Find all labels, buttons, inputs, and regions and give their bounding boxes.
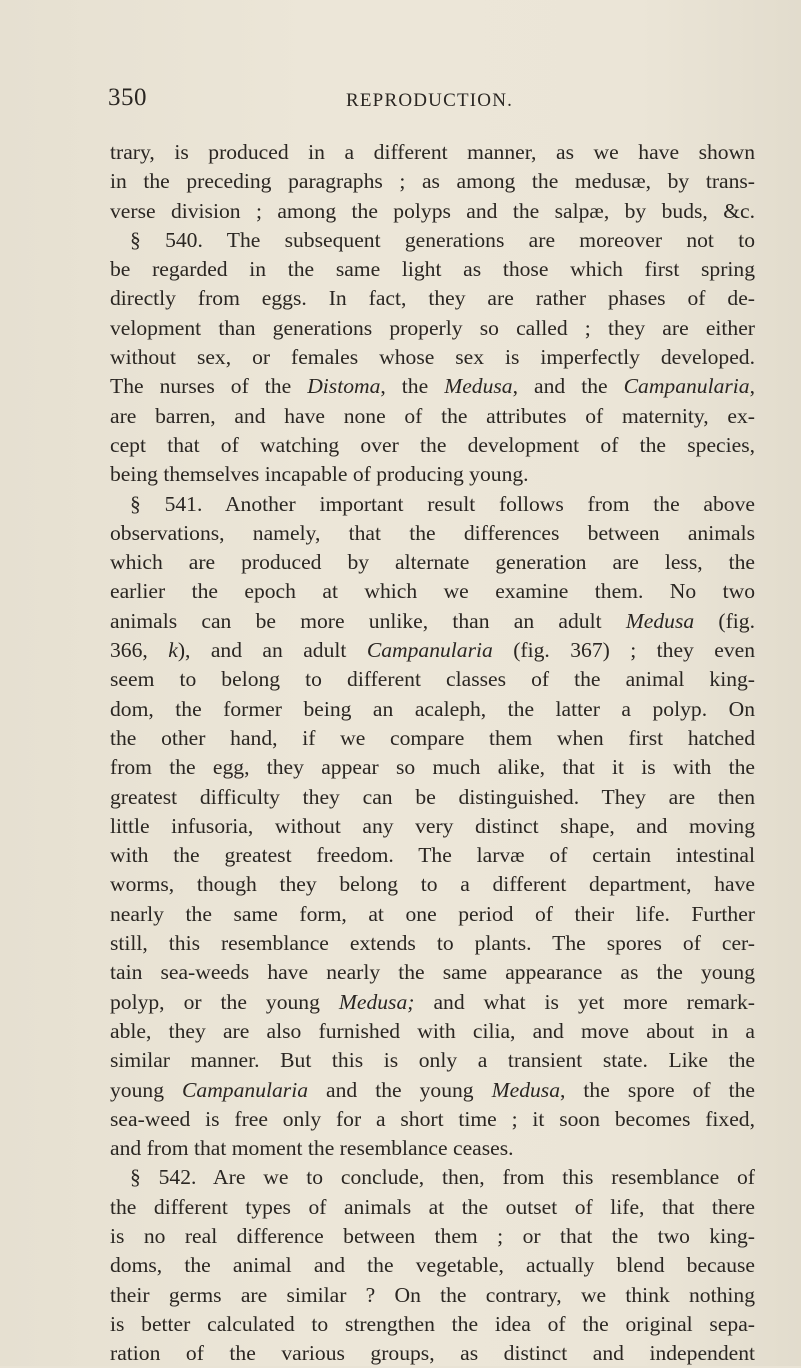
- text-line: velopment than generations properly so called ; they are either: [110, 315, 755, 340]
- text-line: earlier the epoch at which we examine them. No two: [110, 579, 755, 604]
- text-line: the other hand, if we compare them when first hatched: [110, 725, 755, 750]
- text-line: and from that moment the resemblance ceases.: [110, 1136, 514, 1161]
- running-head: REPRODUCTION.: [346, 90, 514, 111]
- text-line: greatest difficulty they can be distinguished. They are then: [110, 784, 755, 809]
- text-line: without sex, or females whose sex is imperfectly developed.: [110, 345, 755, 370]
- text-line: nearly the same form, at one period of their life. Further: [110, 901, 755, 926]
- text-line: doms, the animal and the vegetable, actually blend because: [110, 1253, 755, 1278]
- text-line: § 541. Another important result follows from the above: [130, 491, 755, 516]
- text-line: ration of the various groups, as distinct and independent: [110, 1341, 755, 1366]
- text-line: directly from eggs. In fact, they are rather phases of de-: [110, 286, 755, 311]
- text-line: being themselves incapable of producing young.: [110, 462, 529, 487]
- text-line: in the preceding paragraphs ; as among the medusæ, by trans-: [110, 169, 755, 194]
- text-line: tain sea-weeds have nearly the same appearance as the young: [110, 960, 755, 985]
- text-line: verse division ; among the polyps and the salpæ, by buds, &c.: [110, 198, 755, 223]
- text-line: observations, namely, that the differences between animals: [110, 520, 755, 545]
- text-line: with the greatest freedom. The larvæ of certain intestinal: [110, 843, 755, 868]
- text-line: from the egg, they appear so much alike, that it is with the: [110, 755, 755, 780]
- text-line: animals can be more unlike, than an adult Medusa (fig.: [110, 608, 755, 633]
- text-line: their germs are similar ? On the contrary, we think nothing: [110, 1282, 755, 1307]
- text-line: cept that of watching over the development of the species,: [110, 432, 755, 457]
- text-line: § 540. The subsequent generations are moreover not to: [130, 227, 755, 252]
- text-line: The nurses of the Distoma, the Medusa, and the Campanularia,: [110, 374, 756, 399]
- text-line: trary, is produced in a different manner, as we have shown: [110, 140, 755, 164]
- text-line: able, they are also furnished with cilia, and move about in a: [110, 1018, 755, 1043]
- text-line: sea-weed is free only for a short time ; it soon becomes fixed,: [110, 1106, 755, 1131]
- text-line: is no real difference between them ; or that the two king-: [110, 1223, 755, 1248]
- text-line: be regarded in the same light as those which first spring: [110, 257, 755, 282]
- text-line: still, this resemblance extends to plants. The spores of cer-: [110, 931, 755, 956]
- text-line: is better calculated to strengthen the idea of the original sepa-: [110, 1311, 755, 1336]
- body-text: [110, 138, 755, 1368]
- text-line: young Campanularia and the young Medusa, the spore of the: [110, 1077, 755, 1102]
- text-line: which are produced by alternate generation are less, the: [110, 550, 755, 575]
- text-line: the different types of animals at the outset of life, that there: [110, 1194, 755, 1219]
- text-line: seem to belong to different classes of the animal king-: [110, 667, 755, 692]
- page-number: 350: [108, 84, 147, 111]
- text-line: little infusoria, without any very distinct shape, and moving: [110, 813, 755, 838]
- text-line: are barren, and have none of the attributes of maternity, ex-: [110, 403, 755, 428]
- text-line: § 542. Are we to conclude, then, from this resemblance of: [130, 1165, 755, 1190]
- text-line: 366, k), and an adult Campanularia (fig. 367) ; they even: [110, 638, 756, 663]
- text-line: similar manner. But this is only a transient state. Like the: [110, 1048, 755, 1073]
- text-line: polyp, or the young Medusa; and what is yet more remark-: [110, 989, 755, 1014]
- text-line: dom, the former being an acaleph, the latter a polyp. On: [110, 696, 755, 721]
- text-line: worms, though they belong to a different department, have: [110, 872, 755, 897]
- page-header: [108, 84, 748, 116]
